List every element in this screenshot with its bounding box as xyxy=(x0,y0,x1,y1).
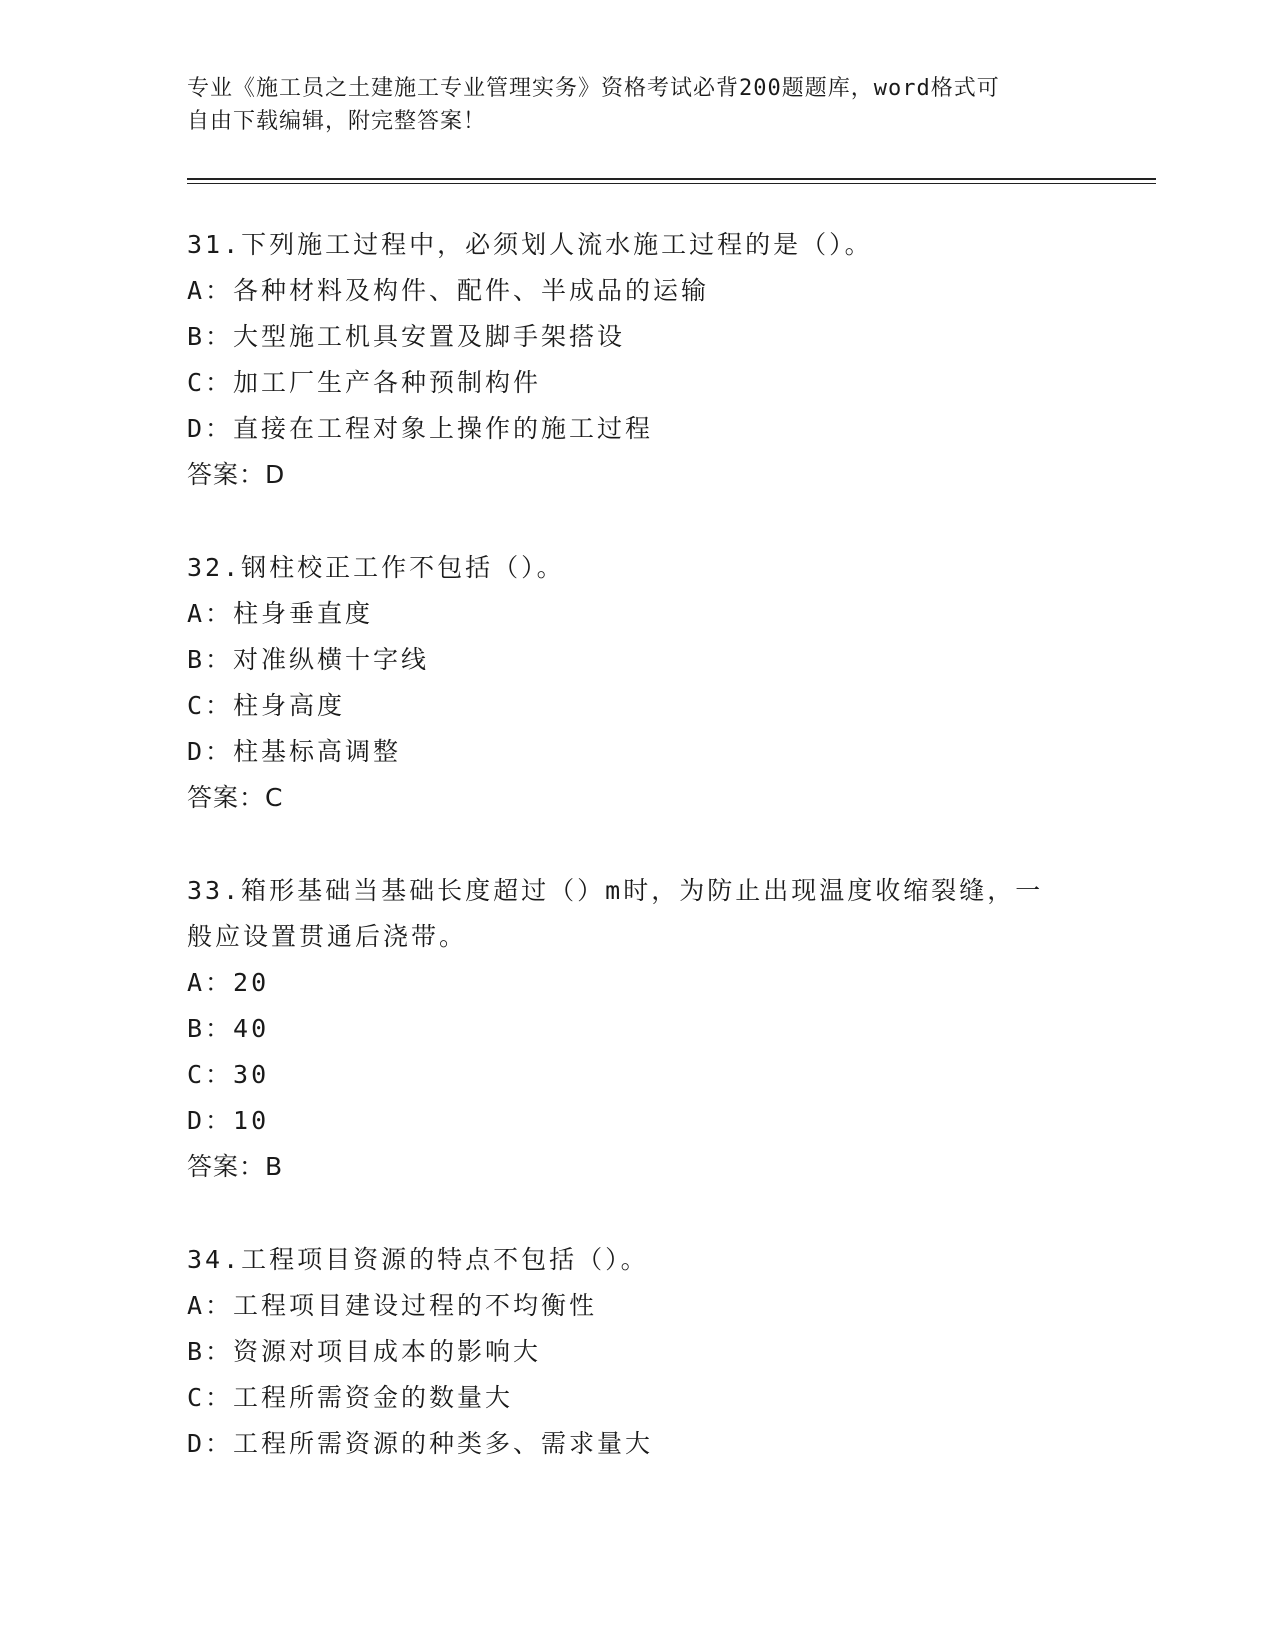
option-b: B：大型施工机具安置及脚手架搭设 xyxy=(187,322,626,351)
option-c: C：30 xyxy=(187,1060,270,1089)
header-divider-thin xyxy=(187,183,1156,184)
option-b: B：对准纵横十字线 xyxy=(187,645,430,674)
question-32 xyxy=(187,545,1147,821)
option-c: C：加工厂生产各种预制构件 xyxy=(187,368,542,397)
option-a: A：各种材料及构件、配件、半成品的运输 xyxy=(187,276,710,305)
option-b: B：资源对项目成本的影响大 xyxy=(187,1337,542,1366)
question-stem: 31.下列施工过程中，必须划人流水施工过程的是（）。 xyxy=(187,230,873,259)
question-stem: 34.工程项目资源的特点不包括（）。 xyxy=(187,1245,649,1274)
option-c: C：工程所需资金的数量大 xyxy=(187,1383,514,1412)
question-stem-line-2: 般应设置贯通后浇带。 xyxy=(187,922,468,951)
option-d: D：直接在工程对象上操作的施工过程 xyxy=(187,414,654,443)
answer-label: 答案：C xyxy=(187,783,284,812)
option-d: D：柱基标高调整 xyxy=(187,737,402,766)
option-b: B：40 xyxy=(187,1014,270,1043)
option-a: A：工程项目建设过程的不均衡性 xyxy=(187,1291,598,1320)
header-line-2: 自由下载编辑，附完整答案！ xyxy=(187,109,487,134)
question-33 xyxy=(187,868,1147,1190)
question-stem: 32.钢柱校正工作不包括（）。 xyxy=(187,553,565,582)
option-d: D：工程所需资源的种类多、需求量大 xyxy=(187,1429,654,1458)
header-divider-thick xyxy=(187,178,1156,180)
question-stem-line-1: 33.箱形基础当基础长度超过（）m时，为防止出现温度收缩裂缝，一 xyxy=(187,876,1044,905)
answer-label: 答案：D xyxy=(187,460,286,489)
option-a: A：柱身垂直度 xyxy=(187,599,374,628)
answer-label: 答案：B xyxy=(187,1152,284,1181)
option-a: A：20 xyxy=(187,968,270,997)
header-line-1: 专业《施工员之土建施工专业管理实务》资格考试必背200题题库，word格式可 xyxy=(187,76,1000,101)
option-d: D：10 xyxy=(187,1106,270,1135)
document-header xyxy=(187,72,1087,138)
option-c: C：柱身高度 xyxy=(187,691,346,720)
question-31 xyxy=(187,222,1147,498)
question-34 xyxy=(187,1237,1147,1467)
